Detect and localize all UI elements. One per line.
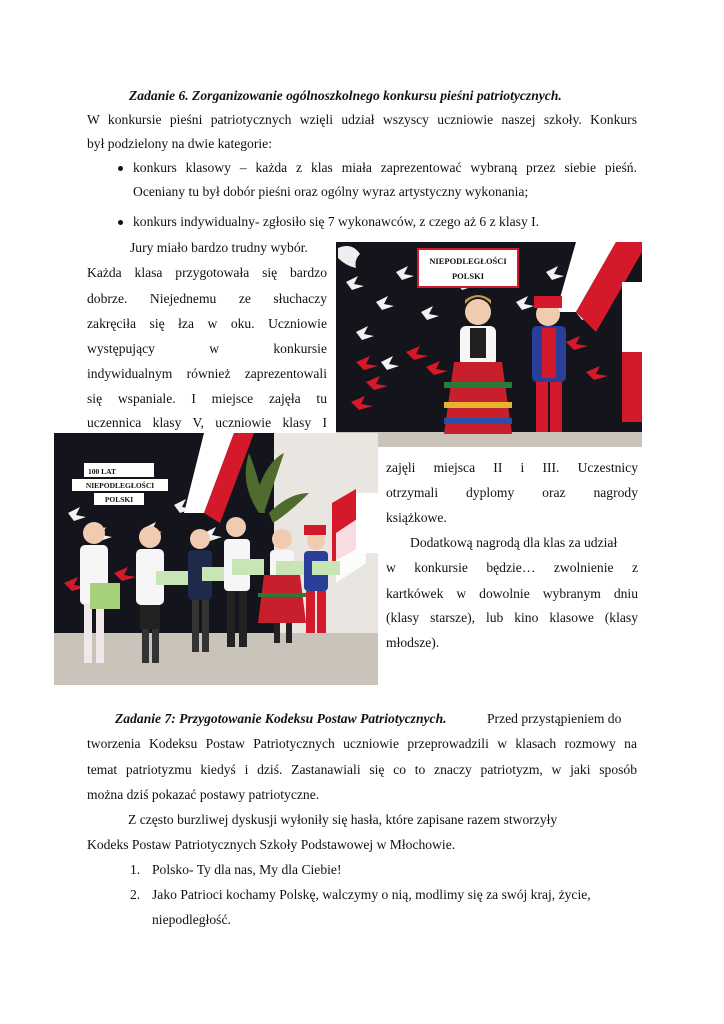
list-number: 1. bbox=[130, 862, 141, 877]
zadanie6-title: Zadanie 6. Zorganizowanie ogólnoszkolnego konkursu pieśni patriotycznych. bbox=[129, 88, 562, 103]
list-number: 2. bbox=[130, 887, 141, 902]
photo1-banner-line1: NIEPODLEGŁOŚCI bbox=[429, 256, 507, 266]
bullet-1-line1: konkurs klasowy – każda z klas miała zaprezentować wybraną przez siebie pieśń. bbox=[133, 160, 637, 175]
photo2-banner-line0: 100 LAT bbox=[88, 467, 116, 476]
zadanie6-intro-line2: był podzielony na dwie kategorie: bbox=[87, 136, 272, 151]
right-col-line: zajęli miejsca II i III. Uczestnicy bbox=[386, 460, 638, 475]
right-col-line: książkowe. bbox=[386, 510, 447, 525]
right-col-line: Dodatkową nagrodą dla klas za udział bbox=[410, 535, 618, 550]
zadanie7-line5: Z często burzliwej dyskusji wyłoniły się hasła, które zapisane razem stworzyły bbox=[128, 812, 558, 827]
right-col-line: (klasy starsze), lub kino klasowe (klasy bbox=[386, 610, 638, 625]
right-col-line: otrzymali dyplomy oraz nagrody bbox=[386, 485, 638, 500]
photo-two-children bbox=[336, 242, 642, 447]
left-col-line: Każda klasa przygotowała się bardzo bbox=[87, 265, 327, 280]
zadanie7-line6: Kodeks Postaw Patriotycznych Szkoły Podstawowej w Młochowie. bbox=[87, 837, 456, 852]
bullet-2-line1: konkurs indywidualny- zgłosiło się 7 wykonawców, z czego aż 6 z klasy I. bbox=[133, 214, 540, 229]
right-col-line: młodsze). bbox=[386, 635, 440, 650]
right-col-line: kartkówek w dowolnie wybranym dniu bbox=[386, 586, 638, 601]
right-col-line: w konkursie będzie… zwolnienie z bbox=[386, 560, 638, 575]
list-item: Polsko- Ty dla nas, My dla Ciebie! bbox=[152, 862, 342, 877]
left-col-line: zakręciła się łza w oku. Uczniowie bbox=[87, 316, 327, 331]
photo-group-children bbox=[54, 433, 378, 685]
zadanie7-title: Zadanie 7: Przygotowanie Kodeksu Postaw Patriotycznych. bbox=[115, 711, 447, 726]
zadanie7-line3: temat patriotyzmu kiedyś i dziś. Zastanawiali się co to znaczy patriotyzm, w jaki sposób bbox=[87, 762, 637, 777]
photo2-banner-line2: POLSKI bbox=[104, 495, 134, 504]
left-col-line: indywidualnym również zaprezentowali bbox=[87, 366, 327, 381]
photo2-banner-line1: NIEPODLEGŁOŚCI bbox=[85, 481, 155, 490]
zadanie7-line1-rest: Przed przystąpieniem do bbox=[487, 711, 622, 726]
left-col-line: się wspaniale. I miejsce zajęła tu bbox=[87, 391, 327, 406]
zadanie6-intro-line1: W konkursie pieśni patriotycznych wzięli udział wszyscy uczniowie naszej szkoły. Konkurs bbox=[87, 112, 637, 127]
list-item-continuation: niepodległość. bbox=[152, 912, 231, 927]
zadanie7-line2: tworzenia Kodeksu Postaw Patriotycznych uczniowie przeprowadzili w klasach rozmowy na bbox=[87, 736, 637, 751]
bullet-icon bbox=[118, 220, 123, 225]
photo1-banner-line2: POLSKI bbox=[451, 271, 485, 281]
left-col-line: Jury miało bardzo trudny wybór. bbox=[130, 240, 308, 255]
list-item: Jako Patrioci kochamy Polskę, walczymy o nią, modlimy się za swój kraj, życie, bbox=[152, 887, 591, 902]
left-col-line: uczennica klasy V, uczniowie klasy I bbox=[87, 415, 327, 430]
left-col-line: dobrze. Niejednemu ze słuchaczy bbox=[87, 291, 327, 306]
bullet-1-line2: Oceniany tu był dobór pieśni oraz ogólny wyraz artystyczny wykonania; bbox=[133, 184, 529, 199]
zadanie7-line4: można dziś pokazać postawy patriotyczne. bbox=[87, 787, 320, 802]
left-col-line: występujący w konkursie bbox=[87, 341, 327, 356]
bullet-icon bbox=[118, 166, 123, 171]
